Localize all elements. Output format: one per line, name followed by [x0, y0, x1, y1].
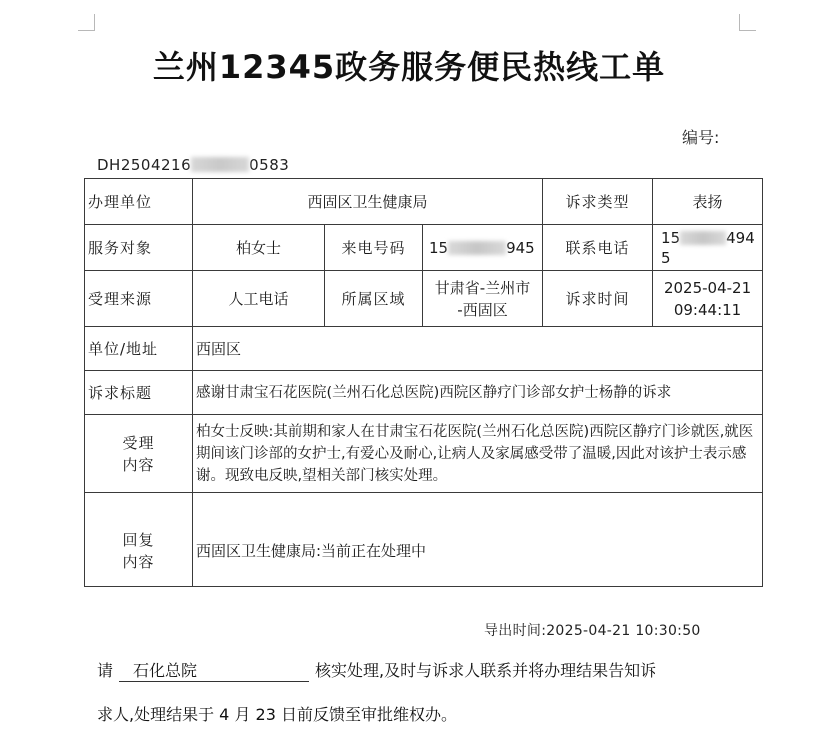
table-row: [85, 271, 763, 327]
area-label: 所属区域: [325, 271, 423, 327]
verifier-field: 石化总院: [119, 658, 309, 682]
area-line-1: 甘肃省-兰州市: [434, 278, 531, 297]
table-row: [85, 327, 763, 371]
time-label: 诉求时间: [543, 271, 653, 327]
footer-please: 请: [97, 661, 114, 680]
caller-prefix: 15: [429, 238, 449, 257]
time-value: [653, 271, 763, 327]
caller-suffix: 945: [506, 238, 535, 257]
source-label: 受理来源: [85, 271, 193, 327]
caller-label: 来电号码: [325, 225, 423, 271]
contact-value: [653, 225, 763, 271]
order-number: [97, 156, 289, 174]
type-label: 诉求类型: [543, 179, 653, 225]
number-label: 编号:: [682, 128, 720, 147]
target-label: 服务对象: [85, 225, 193, 271]
source-value: 人工电话: [193, 271, 325, 327]
content-label-line-2: 内容: [122, 455, 155, 474]
subject-label: 诉求标题: [85, 371, 193, 415]
redacted-block: [191, 157, 249, 172]
work-order-table: [84, 178, 763, 587]
export-time: 导出时间:2025-04-21 10:30:50: [484, 623, 701, 639]
table-row: [85, 371, 763, 415]
order-number-prefix: DH2504216: [97, 156, 192, 174]
content-label-line-1: 受理: [122, 433, 155, 452]
contact-suffix: 494: [726, 228, 755, 247]
crop-mark-top-right: [739, 14, 756, 31]
reply-value: 西固区卫生健康局:当前正在处理中: [193, 493, 763, 587]
unit-label: 办理单位: [85, 179, 193, 225]
footer-line-1-text: 核实处理,及时与诉求人联系并将办理结果告知诉: [315, 661, 657, 680]
order-number-suffix: 0583: [249, 156, 290, 174]
type-value: 表扬: [653, 179, 763, 225]
table-row: [85, 179, 763, 225]
content-label: [85, 415, 193, 493]
time-line-2: 09:44:11: [673, 300, 742, 319]
target-value: 柏女士: [193, 225, 325, 271]
contact-tail: 5: [661, 248, 671, 267]
unit-value: 西固区卫生健康局: [193, 179, 543, 225]
reply-label: [85, 493, 193, 587]
crop-mark-top-left: [78, 14, 95, 31]
area-line-2: -西固区: [457, 300, 508, 319]
caller-value: [423, 225, 543, 271]
subject-value: 感谢甘肃宝石花医院(兰州石化总医院)西院区静疗门诊部女护士杨静的诉求: [193, 371, 763, 415]
redacted-block: [680, 231, 726, 245]
table-row: [85, 493, 763, 587]
document-title: 兰州12345政务服务便民热线工单: [152, 48, 666, 86]
footer-line-1: [97, 658, 656, 682]
content-value: 柏女士反映:其前期和家人在甘肃宝石花医院(兰州石化总医院)西院区静疗门诊就医,就医期间该门诊部的女护士,有爱心及耐心,让病人及家属感受带了温暖,因此对该护士表示感谢。现致电反映,望相关部门核实处理。: [193, 415, 763, 493]
time-line-1: 2025-04-21: [663, 278, 752, 297]
area-value: [423, 271, 543, 327]
redacted-block: [448, 241, 506, 255]
reply-label-line-2: 内容: [122, 552, 155, 571]
contact-prefix: 15: [661, 228, 681, 247]
footer-line-2: 求人,处理结果于 4 月 23 日前反馈至审批维权办。: [97, 705, 457, 724]
address-label: 单位/地址: [85, 327, 193, 371]
contact-label: 联系电话: [543, 225, 653, 271]
reply-label-line-1: 回复: [122, 530, 155, 549]
table-row: [85, 415, 763, 493]
address-value: 西固区: [193, 327, 763, 371]
table-row: [85, 225, 763, 271]
